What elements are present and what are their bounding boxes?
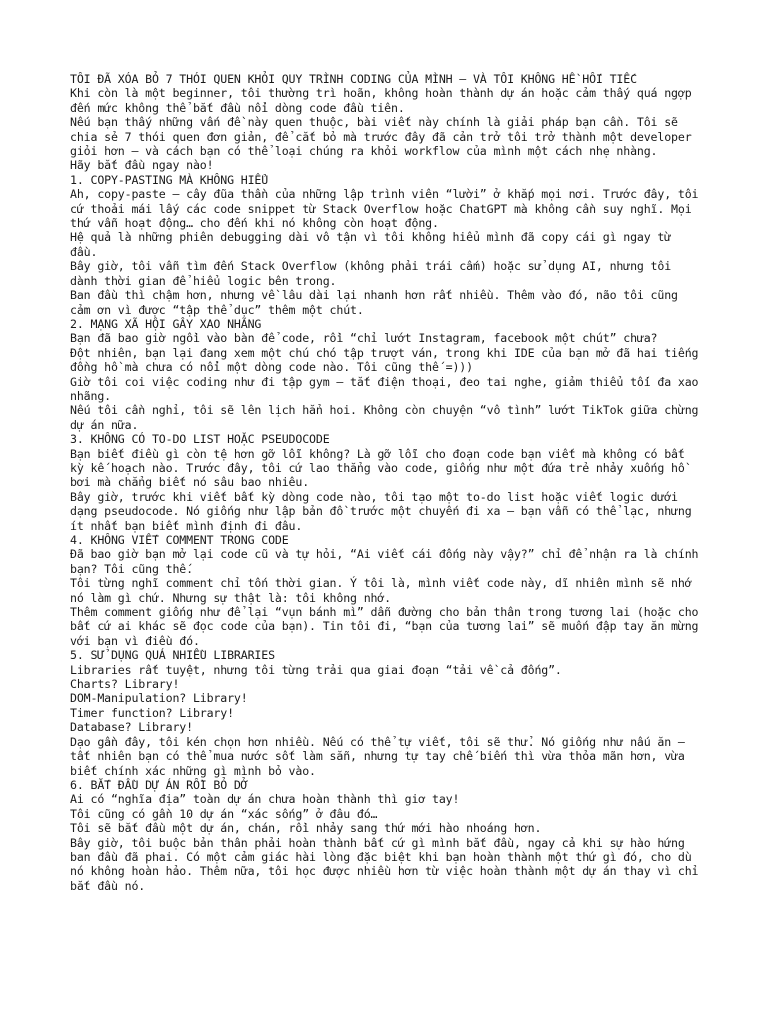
section-paragraph: Bạn đã bao giờ ngồi vào bàn để code, rồi “chỉ lướt Instagram, facebook một chút” chưa? (70, 331, 658, 346)
section-heading: 3. KHÔNG CÓ TO-DO LIST HOẶC PSEUDOCODE (70, 432, 330, 447)
section-paragraph: Bây giờ, tôi vẫn tìm đến Stack Overflow (không phải trái cấm) hoặc sử dụng AI, nhưng tôi dành thời gian để hiểu logic bên trong. (70, 259, 678, 288)
section-paragraph: Giờ tôi coi việc coding như đi tập gym — tắt điện thoại, đeo tai nghe, giảm thiểu tối đa xao nhãng. (70, 374, 706, 403)
section-paragraph: Ai có “nghĩa địa” toàn dự án chưa hoàn thành thì giơ tay! (70, 792, 460, 807)
section-paragraph: Nếu tôi cần nghỉ, tôi sẽ lên lịch hẳn hoi. Không còn chuyện “vô tình” lướt TikTok giữa chừng dự án nữa. (70, 403, 706, 432)
section-paragraph: Tôi từng nghĩ comment chỉ tốn thời gian. Ý tôi là, mình viết code này, dĩ nhiên mình sẽ nhớ nó làm gì chứ. Nhưng sự thật là: tôi không nhớ. (70, 576, 699, 605)
intro-paragraph: Nếu bạn thấy những vấn đề này quen thuộc, bài viết này chính là giải pháp bạn cần. Tôi sẽ chia sẻ 7 thói quen đơn giản, để cắt bỏ mà trước đây đã cản trở tôi trở thành một developer giỏi hơn — và cách bạn có thể loại chúng ra khỏi workflow của mình một cách nhẹ nhàng. (70, 115, 699, 159)
section-heading: 6. BẮT ĐẦU DỰ ÁN RỒI BỎ DỞ (70, 777, 248, 792)
intro-paragraph: Hãy bắt đầu ngay nào! (70, 158, 214, 173)
section-paragraph: Đã bao giờ bạn mở lại code cũ và tự hỏi, “Ai viết cái đống này vậy?” chỉ để nhận ra là chính bạn? Tôi cũng thế. (70, 547, 706, 576)
section-paragraph: Đột nhiên, bạn lại đang xem một chú chó tập trượt ván, trong khi IDE của bạn mở đã hai tiếng đồng hồ mà chưa có nổi một dòng code nào. Tôi cũng thế =))) (70, 345, 706, 375)
document-page (70, 72, 706, 893)
section-paragraph: Dạo gần đây, tôi kén chọn hơn nhiều. Nếu có thể tự viết, tôi sẽ thử. Nó giống như nấu ăn — tất nhiên bạn có thể mua nước sốt làm sẵn, nhưng tự tay chế biến thì vừa thỏa mãn hơn, vừa biết chính xác những gì mình bỏ vào. (70, 734, 692, 778)
document-title: TÔI ĐÃ XÓA BỎ 7 THÓI QUEN KHỎI QUY TRÌNH CODING CỦA MÌNH — VÀ TÔI KHÔNG HỀ HỐI TIẾC (70, 72, 637, 86)
section-heading: 1. COPY-PASTING MÀ KHÔNG HIỂU (70, 172, 269, 187)
section-paragraph: Libraries rất tuyệt, nhưng tôi từng trải qua giai đoạn “tải về cả đống”. (70, 662, 562, 677)
section-paragraph: Ah, copy-paste — cây đũa thần của những lập trình viên “lười” ở khắp mọi nơi. Trước đây, tôi cứ thoải mái lấy các code snippet từ Stack Overflow hoặc ChatGPT mà không cần suy nghĩ. Mọi thứ vẫn hoạt động… cho đến khi nó không còn hoạt động. (70, 187, 706, 231)
section-heading: 5. SỬ DỤNG QUÁ NHIỀU LIBRARIES (70, 648, 275, 663)
section-paragraph: Bây giờ, trước khi viết bất kỳ dòng code nào, tôi tạo một to-do list hoặc viết logic dưới dạng pseudocode. Nó giống như lập bản đồ trước một chuyến đi xa — bạn vẫn có thể lạc, nhưng ít nhất bạn biết mình định đi đâu. (70, 489, 699, 533)
section-paragraph: Thêm comment giống như để lại “vụn bánh mì” dẫn đường cho bản thân trong tương lai (hoặc cho bất cứ ai khác sẽ đọc code của bạn). Tin tôi đi, “bạn của tương lai” sẽ muốn đập tay ăn mừng với bạn vì điều đó. (70, 605, 706, 648)
section-paragraph: Tôi cũng có gần 10 dự án “xác sống” ở đâu đó… (70, 806, 378, 821)
section-paragraph: Charts? Library! (70, 677, 180, 692)
section-paragraph: Bây giờ, tôi buộc bản thân phải hoàn thành bất cứ gì mình bắt đầu, ngay cả khi sự hào hứng ban đầu đã phai. Có một cảm giác hài lòng đặc biệt khi bạn hoàn thành một thứ gì đó, cho dù nó không hoàn hảo. Thêm nữa, tôi học được nhiều hơn từ việc hoàn thành một dự án thay vì chỉ bắt đầu nó. (70, 835, 706, 893)
section-paragraph: Hệ quả là những phiên debugging dài vô tận vì tôi không hiểu mình đã copy cái gì ngay từ đầu. (70, 230, 678, 259)
section-paragraph: DOM-Manipulation? Library! (70, 691, 248, 706)
section-paragraph: Bạn biết điều gì còn tệ hơn gỡ lỗi không? Là gỡ lỗi cho đoạn code bạn viết mà không có bất kỳ kế hoạch nào. Trước đây, tôi cứ lao thẳng vào code, giống như một đứa trẻ nhảy xuống hồ bơi mà chẳng biết nó sâu bao nhiêu. (70, 446, 692, 490)
section-heading: 2. MẠNG XÃ HỘI GÂY XAO NHÃNG (70, 316, 262, 331)
section-paragraph: Tôi sẽ bắt đầu một dự án, chán, rồi nhảy sang thứ mới hào nhoáng hơn. (70, 821, 542, 836)
section-paragraph: Database? Library! (70, 720, 193, 735)
section-heading: 4. KHÔNG VIẾT COMMENT TRONG CODE (70, 533, 289, 547)
intro-paragraph: Khi còn là một beginner, tôi thường trì hoãn, không hoàn thành dự án hoặc cảm thấy quá ngợp đến mức không thể bắt đầu nổi dòng code đầu tiên. (70, 86, 699, 115)
section-paragraph: Timer function? Library! (70, 705, 234, 720)
section-paragraph: Ban đầu thì chậm hơn, nhưng về lâu dài lại nhanh hơn rất nhiều. Thêm vào đó, não tôi cũng cảm ơn vì được “tập thể dục” thêm một chút. (70, 288, 685, 317)
